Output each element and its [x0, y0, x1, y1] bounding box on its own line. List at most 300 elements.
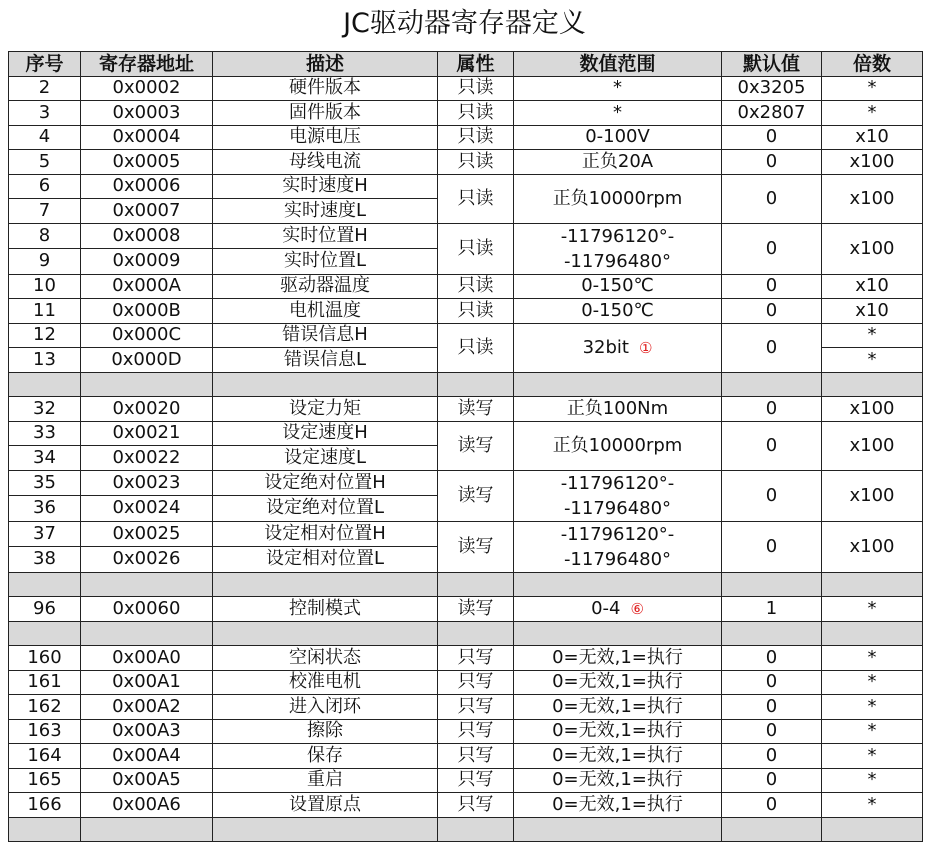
cell-text: -11796120°--11796480°: [560, 523, 675, 570]
table-cell: [438, 76, 514, 101]
cell-text: 0=无效,1=执行: [552, 769, 683, 791]
cell-text: 163: [27, 720, 62, 742]
cell-text: 0x00A6: [112, 793, 181, 815]
table-cell: [514, 597, 722, 622]
table-cell: [213, 744, 438, 769]
table-cell: [822, 150, 923, 175]
table-cell: [438, 274, 514, 299]
cell-text: 实时速度L: [283, 199, 367, 221]
table-cell: [822, 299, 923, 324]
table-cell: [438, 470, 514, 521]
table-cell: [213, 101, 438, 126]
table-cell: [822, 597, 923, 622]
cell-text: 0=无效,1=执行: [552, 646, 683, 668]
separator-cell: [438, 572, 514, 597]
table-cell: [822, 397, 923, 422]
table-row: [9, 323, 923, 348]
table-cell: [81, 223, 213, 249]
cell-text: x100: [849, 397, 895, 419]
table-cell: [438, 646, 514, 671]
cell-text: *: [867, 793, 877, 815]
table-cell: [822, 223, 923, 274]
table-cell: [438, 793, 514, 818]
cell-text: 只写: [457, 793, 494, 815]
table-cell: [722, 719, 822, 744]
table-cell: [514, 274, 722, 299]
table-row: [9, 521, 923, 547]
cell-text: 硬件版本: [289, 77, 361, 99]
cell-text: 实时速度H: [282, 175, 368, 197]
cell-text: 32: [33, 397, 56, 419]
separator-cell: [722, 372, 822, 397]
cell-text: 0x0024: [112, 497, 181, 519]
table-cell: [514, 397, 722, 422]
cell-text: 0x000B: [112, 299, 181, 321]
table-cell: [9, 101, 81, 126]
cell-text: *: [867, 646, 877, 668]
table-cell: [9, 421, 81, 446]
table-cell: [213, 397, 438, 422]
table-cell: [81, 274, 213, 299]
table-cell: [722, 695, 822, 720]
cell-text: 设定绝对位置H: [264, 471, 386, 493]
cell-text: 正负10000rpm: [552, 434, 683, 456]
cell-text: 设定力矩: [289, 397, 361, 419]
cell-text: 0x0021: [112, 422, 181, 444]
cell-text: 读写: [457, 484, 494, 506]
cell-text: 160: [27, 646, 62, 668]
table-cell: [9, 446, 81, 471]
table-cell: [9, 323, 81, 348]
separator-cell: [822, 372, 923, 397]
cell-text: x100: [849, 187, 895, 209]
table-cell: [213, 174, 438, 199]
table-cell: [822, 125, 923, 150]
table-cell: [514, 646, 722, 671]
table-cell: [9, 174, 81, 199]
cell-text: 控制模式: [289, 597, 361, 619]
cell-text: *: [867, 720, 877, 742]
table-cell: [9, 744, 81, 769]
table-cell: [9, 223, 81, 249]
table-cell: [722, 470, 822, 521]
cell-text: x10: [855, 275, 889, 297]
cell-text: *: [867, 695, 877, 717]
separator-cell: [722, 817, 822, 842]
cell-text: 0x0003: [112, 101, 181, 123]
table-cell: [438, 719, 514, 744]
cell-text: 错误信息L: [283, 348, 367, 370]
table-row: [9, 646, 923, 671]
table-cell: [722, 150, 822, 175]
table-cell: [514, 719, 722, 744]
cell-text: 0=无效,1=执行: [552, 744, 683, 766]
table-cell: [822, 174, 923, 223]
cell-text: 10: [33, 275, 56, 297]
table-cell: [438, 223, 514, 274]
cell-text: *: [867, 101, 877, 123]
header-range: 数值范围: [514, 52, 722, 77]
cell-text: 0-100V: [585, 126, 650, 148]
cell-text: 0: [765, 275, 778, 297]
cell-text: 0=无效,1=执行: [552, 671, 683, 693]
table-cell: [9, 470, 81, 496]
cell-text: 只读: [457, 187, 494, 209]
table-row: [9, 223, 923, 249]
cell-text: 0x000D: [111, 348, 182, 370]
table-cell: [81, 768, 213, 793]
table-cell: [213, 299, 438, 324]
cell-text: 0x2807: [737, 101, 806, 123]
table-cell: [81, 397, 213, 422]
cell-text: 166: [27, 793, 62, 815]
cell-text: 0=无效,1=执行: [552, 793, 683, 815]
cell-text: 12: [33, 324, 56, 346]
cell-text: 37: [33, 522, 56, 544]
table-cell: [81, 174, 213, 199]
table-cell: [9, 768, 81, 793]
table-cell: [213, 274, 438, 299]
table-cell: [514, 421, 722, 470]
table-cell: [213, 76, 438, 101]
separator-cell: [9, 572, 81, 597]
separator-cell: [822, 621, 923, 646]
separator-cell: [438, 621, 514, 646]
table-row: [9, 421, 923, 446]
cell-text: *: [867, 769, 877, 791]
cell-text: 162: [27, 695, 62, 717]
separator-cell: [213, 372, 438, 397]
cell-text: 0x0020: [112, 397, 181, 419]
cell-text: x100: [849, 150, 895, 172]
table-cell: [822, 421, 923, 470]
cell-text: 0x0009: [112, 250, 181, 272]
cell-text: 6: [38, 175, 51, 197]
table-cell: [822, 768, 923, 793]
table-cell: [213, 150, 438, 175]
table-cell: [438, 174, 514, 223]
cell-text: 0x0007: [112, 199, 181, 221]
cell-text: 0-150℃: [581, 299, 654, 321]
table-row: [9, 768, 923, 793]
cell-text: x10: [855, 299, 889, 321]
cell-text: 只读: [457, 150, 494, 172]
separator-cell: [213, 817, 438, 842]
cell-text: 擦除: [307, 720, 343, 742]
table-cell: [822, 695, 923, 720]
cell-text: 错误信息H: [282, 324, 368, 346]
table-cell: [722, 223, 822, 274]
cell-text: 只写: [457, 695, 494, 717]
separator-cell: [81, 621, 213, 646]
table-row: [9, 470, 923, 496]
cell-text: 设定速度L: [283, 446, 367, 468]
cell-text: 0: [765, 793, 778, 815]
cell-text: 0: [765, 646, 778, 668]
cell-text: *: [613, 101, 622, 123]
table-cell: [722, 793, 822, 818]
cell-text: 11: [33, 299, 56, 321]
table-cell: [81, 695, 213, 720]
cell-text: 96: [33, 597, 56, 619]
cell-text: 0-150℃: [581, 275, 654, 297]
cell-text: *: [867, 324, 877, 346]
cell-text: *: [867, 77, 877, 99]
table-cell: [822, 323, 923, 348]
cell-text: 1: [765, 597, 778, 619]
table-cell: [213, 223, 438, 249]
table-cell: [514, 76, 722, 101]
table-cell: [81, 744, 213, 769]
cell-text: 13: [33, 348, 56, 370]
cell-text: 0: [765, 769, 778, 791]
cell-text: 读写: [457, 535, 494, 557]
cell-text: 34: [33, 446, 56, 468]
separator-cell: [81, 817, 213, 842]
cell-text: 母线电流: [289, 150, 361, 172]
cell-text: 3: [38, 101, 51, 123]
cell-text: 只写: [457, 671, 494, 693]
table-cell: [213, 719, 438, 744]
table-cell: [722, 670, 822, 695]
separator-cell: [81, 372, 213, 397]
separator-cell: [514, 372, 722, 397]
table-cell: [213, 547, 438, 573]
separator-cell: [438, 817, 514, 842]
table-cell: [9, 521, 81, 547]
header-address: 寄存器地址: [81, 52, 213, 77]
table-cell: [9, 670, 81, 695]
cell-text: 0x00A1: [112, 671, 181, 693]
separator-cell: [438, 372, 514, 397]
cell-text: 0x0005: [112, 150, 181, 172]
cell-text: x100: [849, 237, 895, 259]
table-cell: [213, 125, 438, 150]
table-cell: [438, 299, 514, 324]
table-cell: [438, 421, 514, 470]
table-cell: [438, 744, 514, 769]
table-cell: [81, 446, 213, 471]
cell-text: 校准电机: [289, 671, 361, 693]
cell-text: 正负10000rpm: [552, 187, 683, 209]
cell-text: 0=无效,1=执行: [552, 695, 683, 717]
separator-cell: [213, 572, 438, 597]
cell-text: *: [613, 77, 622, 99]
cell-text: x100: [849, 535, 895, 557]
cell-text: *: [867, 671, 877, 693]
table-row: [9, 101, 923, 126]
cell-text: 电源电压: [289, 126, 361, 148]
table-cell: [722, 421, 822, 470]
table-cell: [514, 695, 722, 720]
table-cell: [81, 76, 213, 101]
table-cell: [81, 323, 213, 348]
table-cell: [722, 597, 822, 622]
table-cell: [213, 793, 438, 818]
table-cell: [81, 793, 213, 818]
cell-text: 33: [33, 422, 56, 444]
table-cell: [514, 768, 722, 793]
table-cell: [9, 125, 81, 150]
table-row: [9, 744, 923, 769]
table-row: [9, 76, 923, 101]
cell-text: -11796120°--11796480°: [560, 472, 675, 519]
cell-text: 0x3205: [737, 77, 806, 99]
table-cell: [514, 174, 722, 223]
cell-text: 165: [27, 769, 62, 791]
register-table: [8, 51, 923, 842]
cell-text: x100: [849, 434, 895, 456]
table-cell: [722, 299, 822, 324]
cell-text: 0x0026: [112, 548, 181, 570]
cell-text: 0: [765, 744, 778, 766]
table-cell: [722, 101, 822, 126]
table-cell: [9, 76, 81, 101]
table-body: [9, 76, 923, 842]
table-cell: [514, 521, 722, 572]
cell-text: 0: [765, 187, 778, 209]
cell-text: 0: [765, 671, 778, 693]
table-cell: [514, 125, 722, 150]
cell-text: 重启: [307, 769, 343, 791]
cell-text: 0: [765, 150, 778, 172]
table-cell: [81, 547, 213, 573]
cell-text: 38: [33, 548, 56, 570]
table-cell: [81, 348, 213, 373]
cell-text: 161: [27, 671, 62, 693]
cell-text: 32bit: [582, 336, 629, 358]
cell-text: 只读: [457, 299, 494, 321]
separator-cell: [514, 621, 722, 646]
cell-text: *: [867, 348, 877, 370]
table-cell: [438, 101, 514, 126]
table-cell: [514, 744, 722, 769]
header-index: 序号: [9, 52, 81, 77]
cell-text: 只写: [457, 744, 494, 766]
cell-text: 0: [765, 299, 778, 321]
table-cell: [9, 719, 81, 744]
separator-cell: [822, 572, 923, 597]
cell-text: 保存: [307, 744, 343, 766]
table-cell: [81, 719, 213, 744]
table-cell: [438, 125, 514, 150]
cell-text: 0x00A2: [112, 695, 181, 717]
table-cell: [81, 646, 213, 671]
table-cell: [213, 597, 438, 622]
table-cell: [514, 793, 722, 818]
table-cell: [81, 150, 213, 175]
table-cell: [438, 768, 514, 793]
table-cell: [213, 670, 438, 695]
cell-text: 9: [38, 250, 51, 272]
header-description: 描述: [213, 52, 438, 77]
separator-cell: [514, 817, 722, 842]
cell-text: 0: [765, 126, 778, 148]
cell-text: 0x00A4: [112, 744, 181, 766]
cell-text: 0x00A3: [112, 720, 181, 742]
cell-text: 2: [38, 77, 51, 99]
cell-text: 0: [765, 720, 778, 742]
cell-text: 35: [33, 471, 56, 493]
table-row: [9, 174, 923, 199]
cell-text: 36: [33, 497, 56, 519]
table-cell: [514, 101, 722, 126]
table-cell: [213, 348, 438, 373]
table-cell: [9, 597, 81, 622]
table-cell: [81, 597, 213, 622]
table-cell: [81, 101, 213, 126]
cell-text: 0x000A: [112, 275, 181, 297]
cell-text: 0x0025: [112, 522, 181, 544]
table-cell: [81, 249, 213, 275]
table-cell: [822, 101, 923, 126]
cell-text: 只读: [457, 126, 494, 148]
table-cell: [438, 397, 514, 422]
table-cell: [438, 695, 514, 720]
table-row: [9, 719, 923, 744]
table-cell: [81, 299, 213, 324]
separator-cell: [514, 572, 722, 597]
table-cell: [9, 299, 81, 324]
cell-text: 读写: [457, 597, 494, 619]
cell-text: 0: [765, 336, 778, 358]
cell-text: 只写: [457, 720, 494, 742]
table-cell: [9, 695, 81, 720]
table-cell: [438, 323, 514, 372]
table-cell: [81, 125, 213, 150]
separator-cell: [9, 372, 81, 397]
cell-text: 只读: [457, 275, 494, 297]
separator-cell: [213, 621, 438, 646]
cell-text: 5: [38, 150, 51, 172]
header-default: 默认值: [722, 52, 822, 77]
table-row: [9, 274, 923, 299]
separator-cell: [81, 572, 213, 597]
table-cell: [514, 470, 722, 521]
table-cell: [722, 768, 822, 793]
cell-text: 0x0006: [112, 175, 181, 197]
cell-text: 设定相对位置L: [265, 548, 385, 570]
separator-row: [9, 621, 923, 646]
cell-text: 0=无效,1=执行: [552, 720, 683, 742]
cell-text: 0: [765, 237, 778, 259]
table-cell: [514, 150, 722, 175]
cell-text: 只读: [457, 336, 494, 358]
header-row: [9, 52, 923, 77]
table-cell: [9, 496, 81, 522]
table-cell: [9, 274, 81, 299]
cell-text: 只读: [457, 101, 494, 123]
cell-text: 8: [38, 224, 51, 246]
separator-cell: [722, 621, 822, 646]
table-cell: [9, 547, 81, 573]
cell-text: 0: [765, 535, 778, 557]
table-cell: [213, 521, 438, 547]
cell-text: 4: [38, 126, 51, 148]
table-cell: [722, 646, 822, 671]
table-cell: [722, 323, 822, 372]
table-cell: [822, 348, 923, 373]
footnote-marker: ①: [638, 338, 653, 357]
cell-text: 0: [765, 434, 778, 456]
table-cell: [514, 223, 722, 274]
table-row: [9, 299, 923, 324]
cell-text: 正负100Nm: [566, 397, 669, 419]
cell-text: 只写: [457, 646, 494, 668]
cell-text: 固件版本: [289, 101, 361, 123]
table-cell: [81, 199, 213, 224]
table-cell: [213, 199, 438, 224]
